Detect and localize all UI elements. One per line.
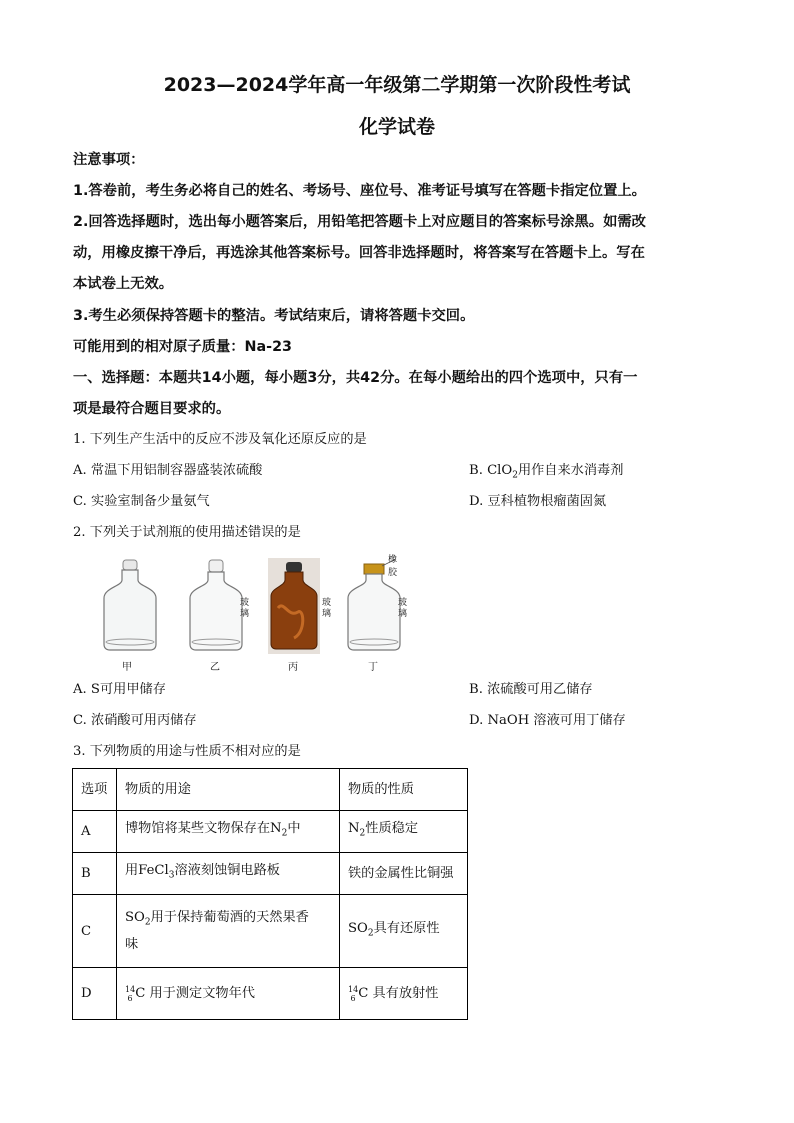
q2-option-c: C. 浓硝酸可用丙储存 (73, 713, 197, 728)
table-cell-option: A (73, 811, 117, 853)
table-cell-use: $SO_2$用于保持葡萄酒的天然果香 味 (117, 895, 340, 968)
q2-option-d: D. NaOH 溶液可用丁储存 (469, 713, 626, 728)
table-row (73, 853, 468, 895)
q1-option-c: C. 实验室制备少量氨气 (73, 494, 210, 509)
table-header: 物质的用途 (117, 769, 340, 811)
bottle-yi-label: 乙 (210, 662, 220, 673)
table-cell-property: $SO_2$具有还原性 (340, 895, 468, 968)
bottle-yi (186, 558, 250, 673)
q2-options-row-1 (73, 680, 733, 700)
q1-option-b: B. ClO$_2$用作自来水消毒剂 (469, 463, 624, 481)
table-cell-option: D (73, 968, 117, 1020)
table-header: 物质的性质 (340, 769, 468, 811)
reagent-bottles-figure (96, 555, 426, 673)
bottle-jia (100, 558, 160, 673)
table-cell-option: B (73, 853, 117, 895)
isotope-notation: 14 6 (125, 984, 136, 1003)
notice-item-3: 3.考生必须保持答题卡的整洁。考试结束后，请将答题卡交回。 (73, 308, 475, 324)
q2-stem: 2. 下列关于试剂瓶的使用描述错误的是 (73, 525, 301, 540)
bottle-ding-stopper-label: 橡胶 (388, 555, 398, 578)
bottle-ding-label: 丁 (368, 662, 378, 673)
table-row (73, 811, 468, 853)
bottle-ding (344, 555, 408, 673)
table-cell-use: 博物馆将某些文物保存在$N_2$中 (117, 811, 340, 853)
bottle-ding-note: 玻璃 (398, 598, 408, 619)
bottle-bing (268, 558, 332, 673)
q2-option-a: A. S可用甲储存 (73, 682, 166, 697)
notice-item-2-line-1: 2.回答选择题时，选出每小题答案后，用铅笔把答题卡上对应题目的答案标号涂黑。如需改 (73, 214, 646, 230)
notice-item-2-line-2: 动，用橡皮擦干净后，再选涂其他答案标号。回答非选择题时，将答案写在答题卡上。写在 (73, 245, 645, 261)
table-header: 选项 (73, 769, 117, 811)
q3-table (72, 768, 468, 1020)
table-cell-use: 14 6 C 用于测定文物年代 (117, 968, 340, 1020)
atomic-mass-note: 可能用到的相对原子质量：Na-23 (73, 339, 293, 355)
q1-stem: 1. 下列生产生活中的反应不涉及氧化还原反应的是 (73, 432, 367, 447)
q2-option-b: B. 浓硫酸可用乙储存 (469, 682, 593, 697)
table-cell-property: 铁的金属性比铜强 (340, 853, 468, 895)
q3-stem: 3. 下列物质的用途与性质不相对应的是 (73, 744, 301, 759)
table-row (73, 895, 468, 968)
bottle-bing-note: 玻璃 (322, 598, 332, 619)
table-row (73, 968, 468, 1020)
notice-item-2-line-3: 本试卷上无效。 (73, 276, 174, 292)
q1-option-d: D. 豆科植物根瘤菌固氮 (469, 494, 607, 509)
table-cell-property: 14 6 C 具有放射性 (340, 968, 468, 1020)
table-cell-use: 用FeCl$_3$溶液刻蚀铜电路板 (117, 853, 340, 895)
notice-heading: 注意事项： (73, 152, 145, 168)
section-1-heading-line-1: 一、选择题：本题共14小题，每小题3分，共42分。在每小题给出的四个选项中，只有一 (73, 370, 638, 386)
section-1-heading-line-2: 项是最符合题目要求的。 (73, 401, 231, 417)
table-header-row (73, 769, 468, 811)
table-cell-option: C (73, 895, 117, 968)
q2-options-row-2 (73, 711, 733, 731)
bottle-jia-label: 甲 (122, 662, 132, 673)
q1-option-a: A. 常温下用铝制容器盛装浓硫酸 (73, 463, 263, 478)
bottle-bing-label: 丙 (288, 662, 298, 673)
q1-options-row-1 (73, 461, 733, 481)
q1-options-row-2 (73, 492, 733, 512)
isotope-notation: 14 6 (348, 984, 359, 1003)
exam-title: 2023—2024学年高一年级第二学期第一次阶段性考试 (163, 74, 631, 96)
table-cell-property: $N_2$性质稳定 (340, 811, 468, 853)
exam-subtitle: 化学试卷 (358, 116, 435, 138)
notice-item-1: 1.答卷前，考生务必将自己的姓名、考场号、座位号、准考证号填写在答题卡指定位置上。 (73, 183, 646, 199)
bottle-yi-note: 玻璃 (240, 598, 250, 619)
